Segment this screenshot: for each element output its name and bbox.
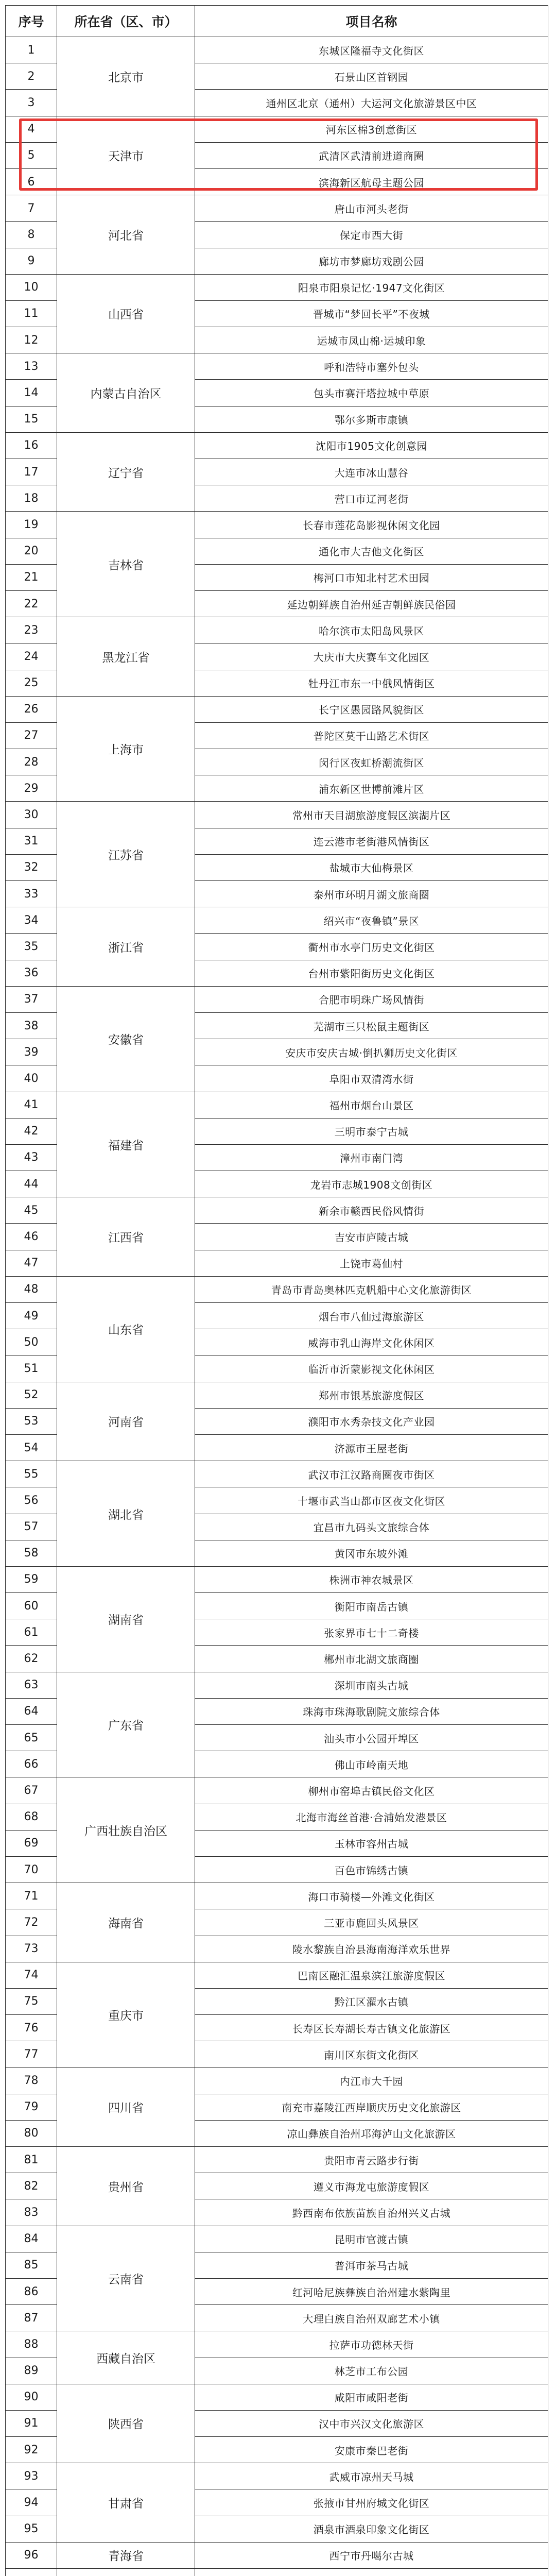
table-row xyxy=(6,353,548,380)
project-name: 陵水黎族自治县海南海洋欢乐世界 xyxy=(195,1936,548,1962)
table-body xyxy=(6,37,548,2576)
project-name: 台州市紫阳街历史文化街区 xyxy=(195,960,548,986)
province-cell: 黑龙江省 xyxy=(57,617,195,697)
row-number: 1 xyxy=(6,37,57,63)
province-cell: 福建省 xyxy=(57,1092,195,1197)
project-name: 长寿区长寿湖长寿古镇文化旅游区 xyxy=(195,2015,548,2041)
province-cell xyxy=(57,2569,195,2576)
row-number: 60 xyxy=(6,1593,57,1619)
table-row xyxy=(6,512,548,538)
row-number: 62 xyxy=(6,1646,57,1672)
table-row xyxy=(6,116,548,142)
row-number: 2 xyxy=(6,63,57,90)
project-name: 遵义市海龙屯旅游度假区 xyxy=(195,2173,548,2199)
table-row xyxy=(6,986,548,1012)
table-row xyxy=(6,37,548,63)
province-cell: 山西省 xyxy=(57,274,195,353)
province-cell: 重庆市 xyxy=(57,1962,195,2067)
row-number: 78 xyxy=(6,2067,57,2094)
project-name: 张家界市七十二奇楼 xyxy=(195,1619,548,1646)
project-name: 大庆市大庆赛车文化园区 xyxy=(195,643,548,670)
row-number: 65 xyxy=(6,1725,57,1751)
row-number: 81 xyxy=(6,2147,57,2173)
row-number: 96 xyxy=(6,2542,57,2568)
row-number: 56 xyxy=(6,1487,57,1514)
province-cell: 内蒙古自治区 xyxy=(57,353,195,433)
row-number: 93 xyxy=(6,2463,57,2489)
project-name: 新余市赣西民俗风情街 xyxy=(195,1197,548,1224)
project-name: 廊坊市梦廊坊戏剧公园 xyxy=(195,248,548,274)
project-name: 十堰市武当山都市区夜文化街区 xyxy=(195,1487,548,1514)
row-number: 36 xyxy=(6,960,57,986)
project-name: 包头市赛汗塔拉城中草原 xyxy=(195,380,548,406)
table-container xyxy=(5,5,548,2576)
project-name: 梅河口市知北村艺术田园 xyxy=(195,564,548,590)
project-name: 凉山彝族自治州邛海泸山文化旅游区 xyxy=(195,2120,548,2146)
project-name: 滨海新区航母主题公园 xyxy=(195,168,548,195)
row-number: 91 xyxy=(6,2410,57,2436)
row-number: 76 xyxy=(6,2015,57,2041)
row-number: 50 xyxy=(6,1329,57,1355)
row-number: 54 xyxy=(6,1434,57,1461)
project-name: 张掖市甘州府城文化街区 xyxy=(195,2489,548,2516)
header-project: 项目名称 xyxy=(195,6,548,37)
project-name: 衢州市水亭门历史文化街区 xyxy=(195,934,548,960)
project-name: 临沂市沂蒙影视文化休闲区 xyxy=(195,1355,548,1382)
header-province: 所在省（区、市） xyxy=(57,6,195,37)
project-name: 内江市大千园 xyxy=(195,2067,548,2094)
table-row xyxy=(6,1566,548,1592)
project-name: 绍兴市“夜鲁镇”景区 xyxy=(195,907,548,934)
row-number: 34 xyxy=(6,907,57,934)
row-number: 20 xyxy=(6,538,57,564)
province-cell: 青海省 xyxy=(57,2542,195,2568)
row-number: 58 xyxy=(6,1540,57,1566)
table-row xyxy=(6,2384,548,2410)
project-name: 珠海市珠海歌剧院文旅综合体 xyxy=(195,1698,548,1724)
project-name: 武清区武清前进道商圈 xyxy=(195,142,548,168)
table-row xyxy=(6,274,548,300)
project-name: 武汉市江汉路商圈夜市街区 xyxy=(195,1461,548,1487)
project-name: 长宁区愚园路风貌街区 xyxy=(195,696,548,722)
project-name: 三亚市鹿回头风景区 xyxy=(195,1909,548,1936)
project-name: 汕头市小公园开埠区 xyxy=(195,1725,548,1751)
table-row xyxy=(6,2331,548,2358)
row-number: 6 xyxy=(6,168,57,195)
row-number: 66 xyxy=(6,1751,57,1777)
row-number: 48 xyxy=(6,1276,57,1302)
row-number: 89 xyxy=(6,2358,57,2384)
project-name: 南充市嘉陵江西岸顺庆历史文化旅游区 xyxy=(195,2094,548,2120)
row-number: 4 xyxy=(6,116,57,142)
row-number: 46 xyxy=(6,1224,57,1250)
row-number: 10 xyxy=(6,274,57,300)
table-row xyxy=(6,1962,548,1988)
row-number: 3 xyxy=(6,90,57,116)
row-number: 40 xyxy=(6,1065,57,1092)
row-number: 7 xyxy=(6,195,57,222)
project-name: 晋城市“梦回长平”不夜城 xyxy=(195,300,548,327)
table-row xyxy=(6,2147,548,2173)
row-number: 61 xyxy=(6,1619,57,1646)
row-number: 8 xyxy=(6,222,57,248)
project-name: 鄂尔多斯市康镇 xyxy=(195,406,548,432)
project-name: 巴南区融汇温泉滨江旅游度假区 xyxy=(195,1962,548,1988)
row-number: 24 xyxy=(6,643,57,670)
row-number: 85 xyxy=(6,2252,57,2278)
row-number: 90 xyxy=(6,2384,57,2410)
province-cell: 辽宁省 xyxy=(57,432,195,512)
table-row xyxy=(6,1672,548,1698)
project-name: 上饶市葛仙村 xyxy=(195,1250,548,1276)
row-number: 27 xyxy=(6,722,57,749)
row-number: 11 xyxy=(6,300,57,327)
row-number: 70 xyxy=(6,1856,57,1883)
project-name: 福州市烟台山景区 xyxy=(195,1092,548,1118)
project-name: 大连市冰山慧谷 xyxy=(195,459,548,485)
row-number: 72 xyxy=(6,1909,57,1936)
table-row xyxy=(6,1197,548,1224)
project-name: 浦东新区世博前滩片区 xyxy=(195,775,548,802)
row-number: 75 xyxy=(6,1988,57,2014)
table-row xyxy=(6,1883,548,1909)
table-row xyxy=(6,802,548,828)
project-name: 郴州市北湖文旅商圈 xyxy=(195,1646,548,1672)
province-cell: 天津市 xyxy=(57,116,195,195)
row-number: 67 xyxy=(6,1777,57,1804)
project-name: 三明市泰宁古城 xyxy=(195,1118,548,1144)
row-number xyxy=(6,2569,57,2576)
province-cell: 上海市 xyxy=(57,696,195,802)
project-name: 郑州市银基旅游度假区 xyxy=(195,1382,548,1408)
project-name: 宜昌市九码头文旅综合体 xyxy=(195,1514,548,1540)
project-name: 泰州市环明月湖文旅商圈 xyxy=(195,881,548,907)
project-name: 阜阳市双清湾水街 xyxy=(195,1065,548,1092)
table-row xyxy=(6,1276,548,1302)
project-name: 武威市凉州天马城 xyxy=(195,2463,548,2489)
project-name: 芜湖市三只松鼠主题街区 xyxy=(195,1012,548,1039)
row-number: 74 xyxy=(6,1962,57,1988)
row-number: 38 xyxy=(6,1012,57,1039)
row-number: 64 xyxy=(6,1698,57,1724)
row-number: 79 xyxy=(6,2094,57,2120)
table-row xyxy=(6,696,548,722)
row-number: 84 xyxy=(6,2226,57,2252)
project-name: 衡阳市南岳古镇 xyxy=(195,1593,548,1619)
table-row xyxy=(6,907,548,934)
project-name: 威海市乳山海岸文化休闲区 xyxy=(195,1329,548,1355)
project-name: 玉林市容州古城 xyxy=(195,1830,548,1856)
project-name: 龙岩市志城1908文创街区 xyxy=(195,1171,548,1197)
table-row xyxy=(6,1777,548,1804)
row-number: 33 xyxy=(6,881,57,907)
row-number: 30 xyxy=(6,802,57,828)
project-name: 黔江区濯水古镇 xyxy=(195,1988,548,2014)
project-name: 烟台市八仙过海旅游区 xyxy=(195,1303,548,1329)
province-cell: 江苏省 xyxy=(57,802,195,907)
project-name: 贵阳市青云路步行街 xyxy=(195,2147,548,2173)
project-name: 吉安市庐陵古城 xyxy=(195,1224,548,1250)
province-cell: 湖北省 xyxy=(57,1461,195,1567)
row-number: 73 xyxy=(6,1936,57,1962)
row-number: 18 xyxy=(6,485,57,512)
project-name: 通化市大吉他文化街区 xyxy=(195,538,548,564)
project-name: 合肥市明珠广场风情街 xyxy=(195,986,548,1012)
row-number: 43 xyxy=(6,1144,57,1171)
row-number: 94 xyxy=(6,2489,57,2516)
row-number: 41 xyxy=(6,1092,57,1118)
province-cell: 西藏自治区 xyxy=(57,2331,195,2384)
row-number: 21 xyxy=(6,564,57,590)
project-name: 延边朝鲜族自治州延吉朝鲜族民俗园 xyxy=(195,590,548,617)
table-row xyxy=(6,2463,548,2489)
table-row xyxy=(6,195,548,222)
project-name: 哈尔滨市太阳岛风景区 xyxy=(195,617,548,643)
row-number: 17 xyxy=(6,459,57,485)
project-name: 黔西南布依族苗族自治州兴义古城 xyxy=(195,2199,548,2226)
table-row xyxy=(6,2569,548,2576)
province-cell: 北京市 xyxy=(57,37,195,116)
table-row xyxy=(6,1092,548,1118)
table-row xyxy=(6,1382,548,1408)
project-name: 红河哈尼族彝族自治州建水紫陶里 xyxy=(195,2278,548,2304)
row-number: 29 xyxy=(6,775,57,802)
project-name: 南川区东街文化街区 xyxy=(195,2041,548,2067)
project-name: 酒泉市酒泉印象文化街区 xyxy=(195,2516,548,2542)
province-cell: 安徽省 xyxy=(57,986,195,1092)
row-number: 77 xyxy=(6,2041,57,2067)
project-name: 昆明市官渡古镇 xyxy=(195,2226,548,2252)
project-name: 青岛市青岛奥林匹克帆船中心文化旅游街区 xyxy=(195,1276,548,1302)
row-number: 9 xyxy=(6,248,57,274)
row-number: 45 xyxy=(6,1197,57,1224)
row-number: 28 xyxy=(6,749,57,775)
province-cell: 陕西省 xyxy=(57,2384,195,2463)
province-cell: 四川省 xyxy=(57,2067,195,2147)
province-cell: 海南省 xyxy=(57,1883,195,1962)
row-number: 92 xyxy=(6,2437,57,2463)
project-name: 河东区棉3创意街区 xyxy=(195,116,548,142)
row-number: 82 xyxy=(6,2173,57,2199)
project-name: 保定市西大街 xyxy=(195,222,548,248)
project-name: 济源市王屋老街 xyxy=(195,1434,548,1461)
project-name: 普陀区莫干山路艺术街区 xyxy=(195,722,548,749)
row-number: 23 xyxy=(6,617,57,643)
project-name: 唐山市河头老街 xyxy=(195,195,548,222)
project-name: 牡丹江市东一中俄风情街区 xyxy=(195,670,548,696)
row-number: 42 xyxy=(6,1118,57,1144)
row-number: 13 xyxy=(6,353,57,380)
table-row xyxy=(6,2542,548,2568)
project-name: 闵行区夜虹桥潮流街区 xyxy=(195,749,548,775)
project-table xyxy=(5,5,548,2576)
row-number: 39 xyxy=(6,1039,57,1065)
project-name: 林芝市工布公园 xyxy=(195,2358,548,2384)
row-number: 57 xyxy=(6,1514,57,1540)
province-cell: 吉林省 xyxy=(57,512,195,617)
project-name: 运城市凤山棉·运城印象 xyxy=(195,327,548,353)
province-cell: 云南省 xyxy=(57,2226,195,2331)
project-name: 沈阳市1905文化创意园 xyxy=(195,432,548,459)
province-cell: 浙江省 xyxy=(57,907,195,987)
project-name: 盐城市大仙梅景区 xyxy=(195,854,548,880)
row-number: 88 xyxy=(6,2331,57,2358)
table-row xyxy=(6,617,548,643)
project-name xyxy=(195,2569,548,2576)
row-number: 51 xyxy=(6,1355,57,1382)
row-number: 16 xyxy=(6,432,57,459)
project-name: 百色市锦绣古镇 xyxy=(195,1856,548,1883)
header-row xyxy=(6,6,548,37)
province-cell: 甘肃省 xyxy=(57,2463,195,2543)
project-name: 东城区隆福寺文化街区 xyxy=(195,37,548,63)
row-number: 95 xyxy=(6,2516,57,2542)
project-name: 通州区北京（通州）大运河文化旅游景区中区 xyxy=(195,90,548,116)
province-cell: 江西省 xyxy=(57,1197,195,1277)
project-name: 常州市天目湖旅游度假区滨湖片区 xyxy=(195,802,548,828)
row-number: 26 xyxy=(6,696,57,722)
project-name: 呼和浩特市塞外包头 xyxy=(195,353,548,380)
row-number: 37 xyxy=(6,986,57,1012)
project-name: 西宁市丹噶尔古城 xyxy=(195,2542,548,2568)
row-number: 15 xyxy=(6,406,57,432)
row-number: 59 xyxy=(6,1566,57,1592)
province-cell: 贵州省 xyxy=(57,2147,195,2226)
row-number: 83 xyxy=(6,2199,57,2226)
project-name: 深圳市南头古城 xyxy=(195,1672,548,1698)
row-number: 12 xyxy=(6,327,57,353)
row-number: 55 xyxy=(6,1461,57,1487)
project-name: 海口市骑楼—外滩文化街区 xyxy=(195,1883,548,1909)
row-number: 44 xyxy=(6,1171,57,1197)
table-row xyxy=(6,1461,548,1487)
province-cell: 广东省 xyxy=(57,1672,195,1777)
project-name: 佛山市岭南天地 xyxy=(195,1751,548,1777)
province-cell: 广西壮族自治区 xyxy=(57,1777,195,1883)
row-number: 32 xyxy=(6,854,57,880)
project-name: 连云港市老街港风情街区 xyxy=(195,828,548,854)
project-name: 柳州市窑埠古镇民俗文化区 xyxy=(195,1777,548,1804)
project-name: 长春市莲花岛影视休闲文化园 xyxy=(195,512,548,538)
province-cell: 湖南省 xyxy=(57,1566,195,1672)
project-name: 拉萨市功德林天街 xyxy=(195,2331,548,2358)
row-number: 19 xyxy=(6,512,57,538)
province-cell: 河北省 xyxy=(57,195,195,275)
project-name: 咸阳市咸阳老街 xyxy=(195,2384,548,2410)
row-number: 80 xyxy=(6,2120,57,2146)
project-name: 漳州市南门湾 xyxy=(195,1144,548,1171)
table-row xyxy=(6,2226,548,2252)
table-row xyxy=(6,432,548,459)
row-number: 63 xyxy=(6,1672,57,1698)
row-number: 53 xyxy=(6,1408,57,1434)
row-number: 31 xyxy=(6,828,57,854)
project-name: 株洲市神农城景区 xyxy=(195,1566,548,1592)
project-name: 安庆市安庆古城·倒扒狮历史文化街区 xyxy=(195,1039,548,1065)
row-number: 35 xyxy=(6,934,57,960)
project-name: 安康市秦巴老街 xyxy=(195,2437,548,2463)
project-name: 阳泉市阳泉记忆·1947文化街区 xyxy=(195,274,548,300)
row-number: 25 xyxy=(6,670,57,696)
table-row xyxy=(6,2067,548,2094)
row-number: 22 xyxy=(6,590,57,617)
row-number: 68 xyxy=(6,1804,57,1830)
province-cell: 河南省 xyxy=(57,1382,195,1461)
project-name: 黄冈市东坡外滩 xyxy=(195,1540,548,1566)
row-number: 52 xyxy=(6,1382,57,1408)
row-number: 86 xyxy=(6,2278,57,2304)
row-number: 5 xyxy=(6,142,57,168)
row-number: 14 xyxy=(6,380,57,406)
row-number: 47 xyxy=(6,1250,57,1276)
row-number: 49 xyxy=(6,1303,57,1329)
project-name: 营口市辽河老街 xyxy=(195,485,548,512)
row-number: 71 xyxy=(6,1883,57,1909)
row-number: 87 xyxy=(6,2305,57,2331)
province-cell: 山东省 xyxy=(57,1276,195,1382)
project-name: 石景山区首钢园 xyxy=(195,63,548,90)
project-name: 大理白族自治州双廊艺术小镇 xyxy=(195,2305,548,2331)
project-name: 汉中市兴汉文化旅游区 xyxy=(195,2410,548,2436)
project-name: 濮阳市水秀杂技文化产业园 xyxy=(195,1408,548,1434)
header-no: 序号 xyxy=(6,6,57,37)
project-name: 普洱市茶马古城 xyxy=(195,2252,548,2278)
row-number: 69 xyxy=(6,1830,57,1856)
project-name: 北海市海丝首港·合浦始发港景区 xyxy=(195,1804,548,1830)
